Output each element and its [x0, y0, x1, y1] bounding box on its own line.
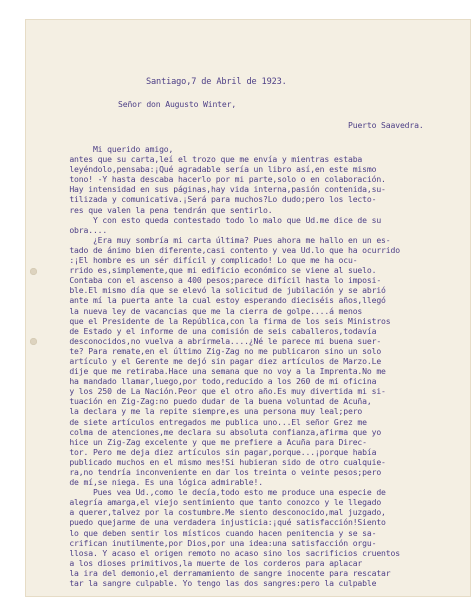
letter-line: tar la sangre culpable. Yo tengo las dos sangres:pero la culpable [41, 578, 377, 589]
letter-date: Santiago,7 de Abril de 1923. [146, 77, 287, 87]
letter-line: :¡El hombre es un sér difícil y complicado! Lo que me ha ocu- [41, 255, 358, 266]
letter-line: puedo quejarme de una verdadera injusticia:¡qué satisfacción!Siento [41, 517, 386, 528]
letter-page [26, 20, 470, 596]
letter-line: ra,no tendría inconveniente en dar los treinta o veinte pesos;pero [41, 467, 382, 477]
letter-line: tor. Pero me deja diez artículos sin pagar,porque...¡porque había [41, 446, 377, 457]
letter-line: de Estado y el informe de una comisión de seis caballeros,todavía [41, 325, 377, 336]
letter-line: a querer,talvez por la costumbre.Me siento desconocido,mal juzgado, [41, 507, 386, 518]
letter-line: res que valen la pena tendrán que sentirlo. [41, 204, 273, 215]
letter-line: antes que su carta,leí el trozo que me envía y mientras estaba [41, 154, 363, 165]
letter-line: leyéndolo,pensaba:¡Qué agradable sería un libro así,en este mismo [41, 164, 377, 175]
letter-line: de siete artículos entregados me publica uno...El señor Grez me [41, 416, 367, 427]
letter-line: de mí,se niega. Es una lógica admirable!. [41, 477, 263, 488]
letter-line: alegría amarga,el viejo sentimiento que tanto conozco y le llegado [41, 497, 382, 508]
recipient-place: Puerto Saavedra. [348, 120, 424, 130]
letter-line: crifican inutilmente,por Dios,por una idea:una satisfacción orgu- [41, 537, 377, 548]
letter-line: ble.El mismo día que se elevó la solicitud de jubilación y se abrió [41, 285, 386, 296]
recipient-line: Señor don Augusto Winter, [118, 99, 237, 109]
letter-line: publicado muchos en el mismo mes!Si hubieran sido de otro cualquie- [41, 456, 386, 467]
letter-line: colma de atenciones,me declara su absoluta confianza,afirma que yo [41, 426, 382, 437]
letter-line: desconocidos,no vuelva a abrírmela....¿Né le parece mi buena suer- [41, 335, 382, 346]
punch-hole [30, 268, 37, 275]
letter-line: tuación en Zig-Zag:no puedo dudar de la buena voluntad de Acuña, [41, 396, 372, 407]
letter-line: ante mí la puerta ante la cual estoy esperando dieciséis años,llegó [41, 295, 386, 306]
letter-body [41, 144, 400, 588]
letter-line: Mi querido amigo, [41, 144, 174, 154]
letter-line: y los 250 de La Nación.Peor que el otro año.Es muy divertida mi si- [41, 386, 386, 397]
letter-line: Contaba con el ascenso a 400 pesos;parece difícil hasta lo imposi- [41, 275, 382, 286]
letter-line: la nueva ley de vacancias que me la cierra de golpe....á menos [41, 305, 363, 316]
letter-line: la ira del demonio,el derramamiento de sangre inocente para rescatar [41, 567, 391, 578]
letter-line: Pues vea Ud.,como le decía,todo esto me produce una especie de [41, 487, 386, 498]
letter-line: llosa. Y acaso el origen remoto no acaso sino los sacrificios cruentos [41, 547, 400, 558]
letter-line: te? Para remate,en el último Zig-Zag no me publicaron sino un solo [41, 345, 382, 356]
letter-line: lo que deben sentir los místicos cuando hacen penitencia y se sa- [41, 527, 377, 538]
letter-line: la declara y me la repite siempre,es una persona muy leal;pero [41, 406, 363, 417]
punch-hole [30, 338, 37, 345]
letter-line: tado de ánimo bien diferente,casi contento y vea Ud.lo que ha ocurrido [41, 244, 400, 255]
letter-line: tilizada y comunicativa.¡Será para muchos?Lo dudo;pero los lecto- [41, 194, 377, 205]
letter-line: tono! -Y hasta descaba hacerlo por mi parte,solo o en colaboración. [41, 174, 386, 185]
letter-line: ha mandado llamar,luego,por todo,reducido a los 260 de mi oficina [41, 376, 377, 387]
letter-line: que el Presidente de la República,con la firma de los seis Ministros [41, 315, 391, 326]
letter-line: a los dioses primitivos,la muerte de los corderos para aplacar [41, 557, 363, 568]
letter-line: ¿Era muy sombría mi carta última? Pues ahora me hallo en un es- [41, 234, 391, 245]
letter-line: rrido es,simplemente,que mi edificio económico se viene al suelo. [41, 265, 377, 276]
letter-line: artículo y el Gerente me dejó sin pagar diez artículos de Marzo.Le [41, 355, 382, 366]
letter-line: dije que me retiraba.Hace una semana que no voy a la Imprenta.No me [41, 366, 386, 377]
letter-line: hice un Zig-Zag excelente y que me prefiere a Acuña para Direc- [41, 436, 367, 447]
letter-line: Y con esto queda contestado todo lo malo que Ud.me dice de su [41, 214, 382, 225]
letter-line: obra.... [41, 224, 108, 235]
letter-line: Hay intensidad en sus páginas,hay vida interna,pasión contenida,su- [41, 184, 386, 195]
